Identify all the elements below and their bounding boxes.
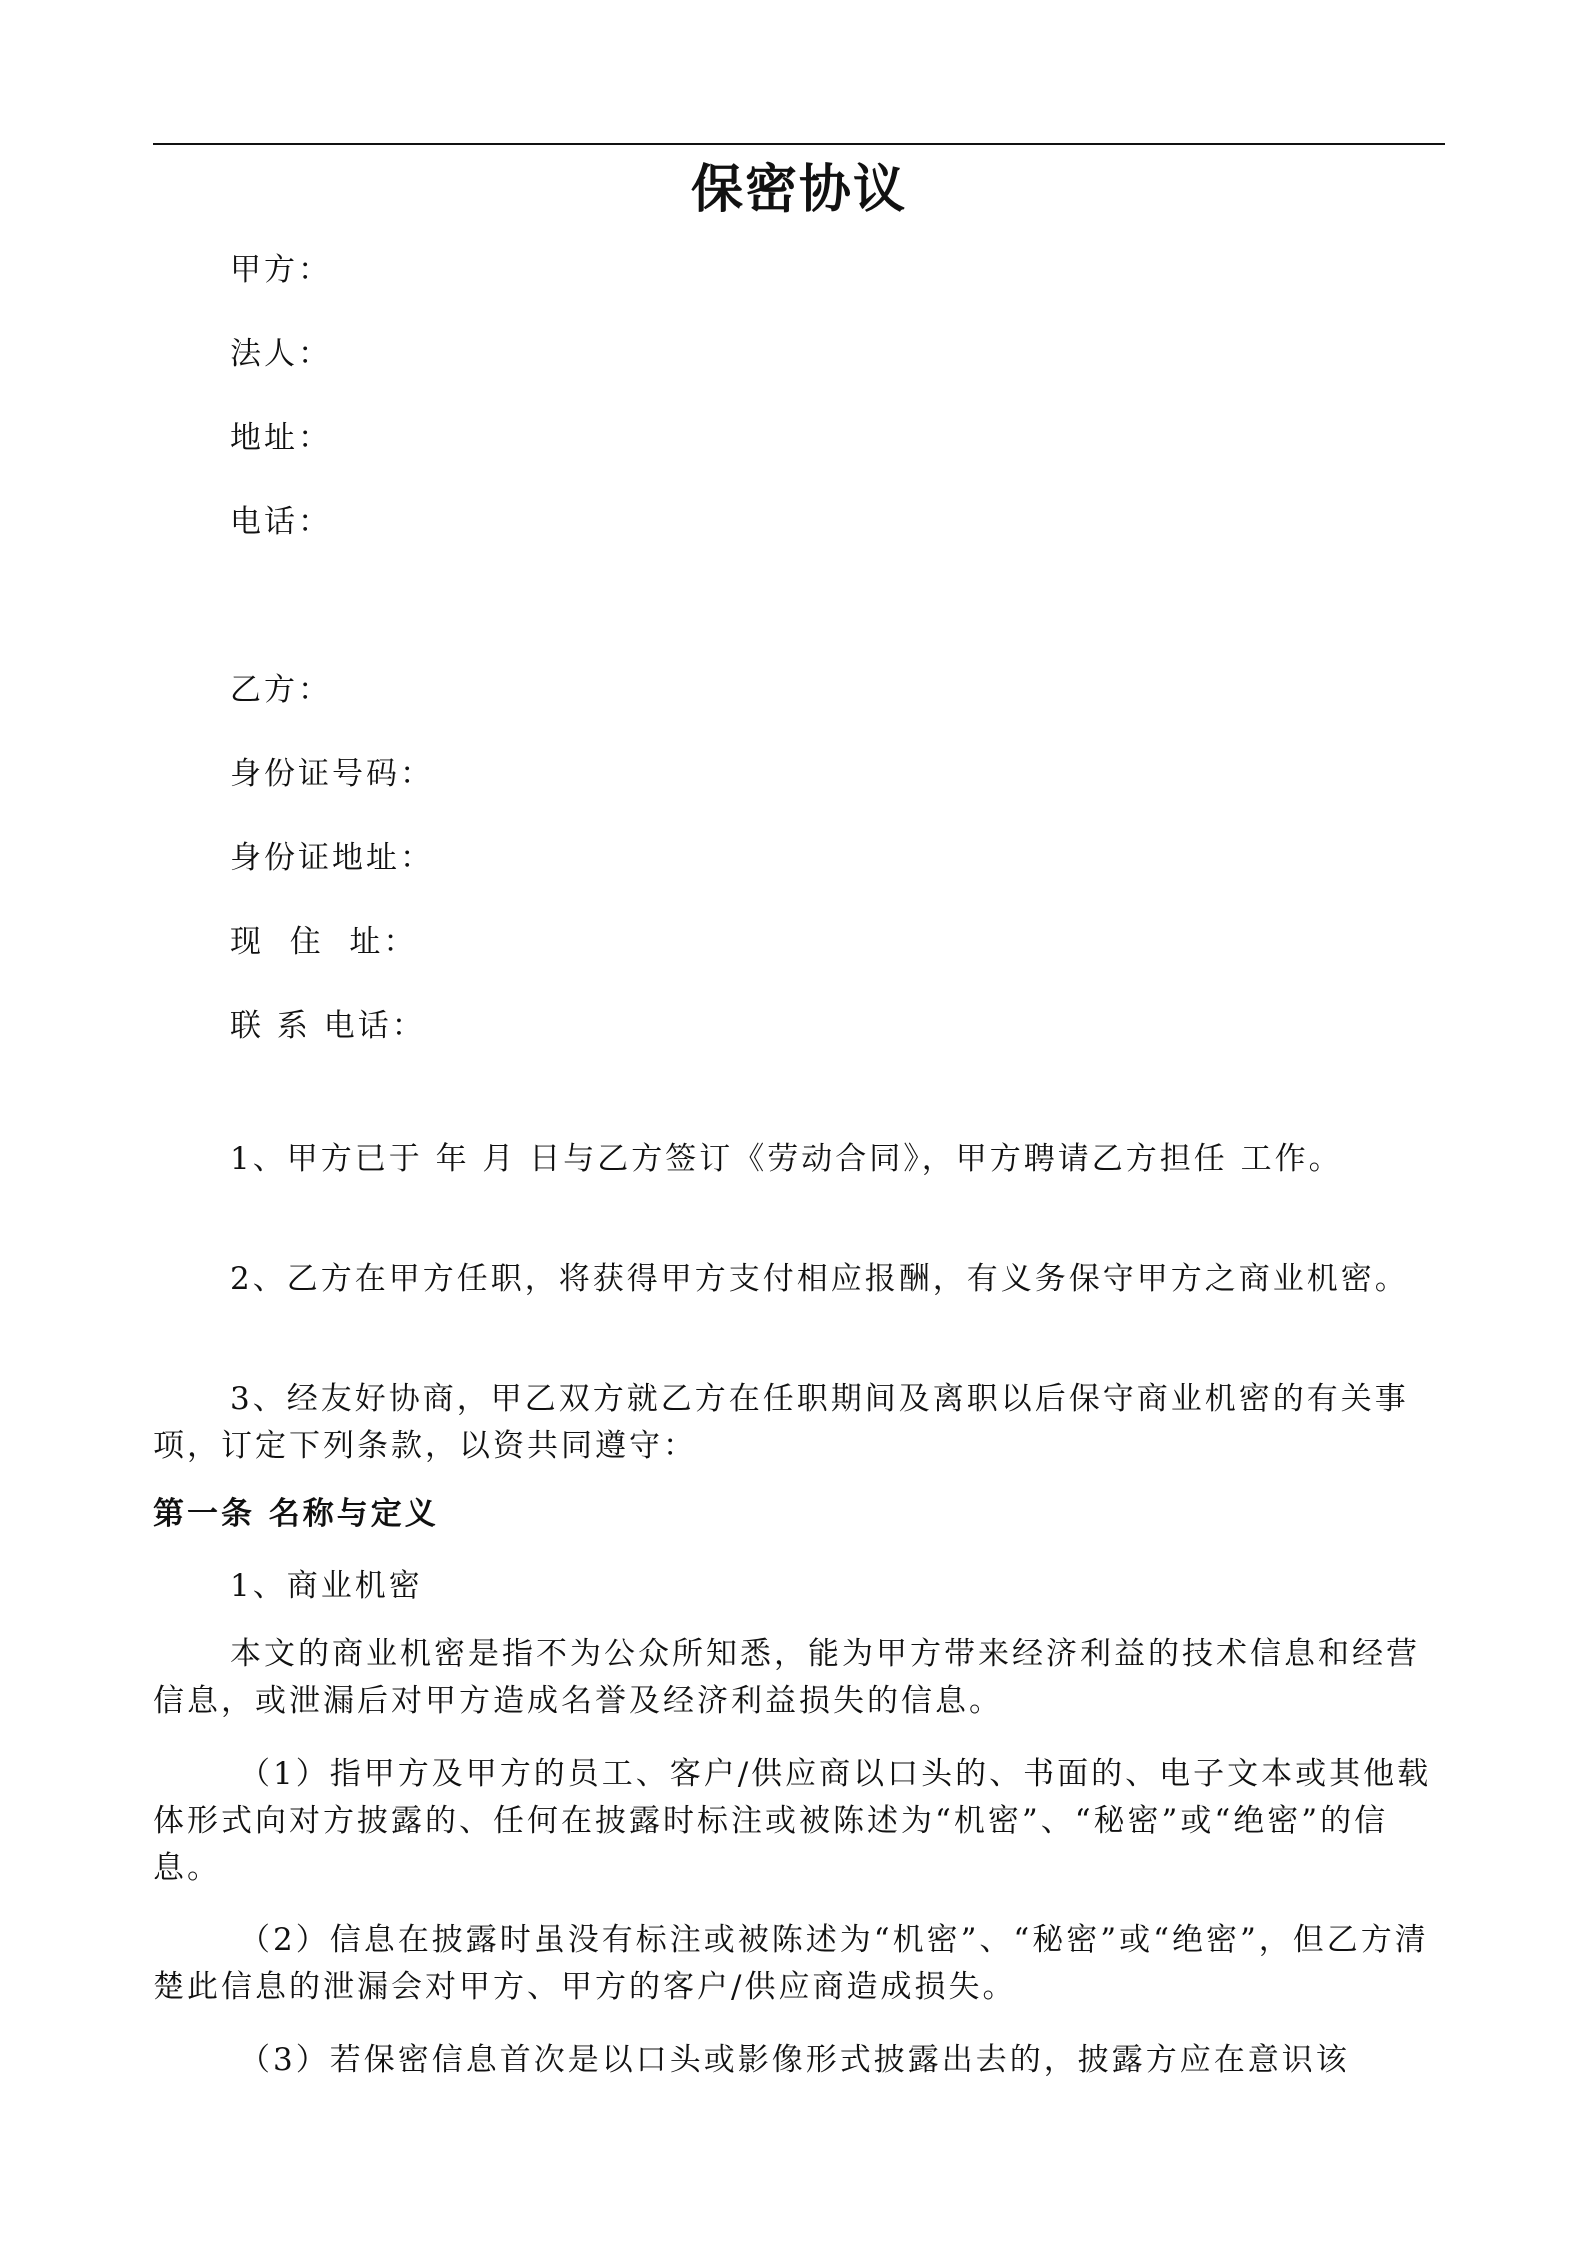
definition-item-2: （2）信息在披露时虽没有标注或被陈述为“机密”、“秘密”或“绝密”，但乙方清楚此信息的泄漏会对甲方、甲方的客户/供应商造成损失。: [153, 1922, 1429, 2005]
party-a-label: 甲方：: [230, 252, 332, 288]
document-title: 保密协议: [690, 160, 907, 220]
definition-item-1: （1）指甲方及甲方的员工、客户/供应商以口头的、书面的、电子文本或其他载体形式向对方披露的、任何在披露时标注或被陈述为“机密”、“秘密”或“绝密”的信息。: [153, 1756, 1432, 1886]
clause-title: 1、商业机密: [230, 1568, 423, 1604]
preamble-paragraph-1: 1、甲方已于 年 月 日与乙方签订《劳动合同》，甲方聘请乙方担任 工作。: [230, 1141, 1343, 1177]
definition-item-3: （3）若保密信息首次是以口头或影像形式披露出去的，披露方应在意识该: [239, 2042, 1350, 2078]
party-b-label: 乙方：: [230, 672, 332, 708]
party-a-address-label: 地址：: [230, 420, 332, 456]
preamble-paragraph-3: 3、经友好协商，甲乙双方就乙方在任职期间及离职以后保守商业机密的有关事项，订定下列条款，以资共同遵守：: [153, 1381, 1409, 1464]
header-rule: [153, 143, 1445, 145]
id-address-label: 身份证地址：: [230, 840, 434, 876]
current-address-label: 现 住 址：: [230, 924, 418, 960]
id-number-label: 身份证号码：: [230, 756, 434, 792]
definition-paragraph: 本文的商业机密是指不为公众所知悉，能为甲方带来经济利益的技术信息和经营信息，或泄漏后对甲方造成名誉及经济利益损失的信息。: [153, 1636, 1420, 1719]
article-heading: 第一条 名称与定义: [153, 1496, 439, 1532]
legal-rep-label: 法人：: [230, 336, 332, 372]
party-a-phone-label: 电话：: [230, 504, 332, 540]
contact-phone-label: 联 系 电话：: [230, 1008, 426, 1044]
preamble-paragraph-2: 2、乙方在甲方任职，将获得甲方支付相应报酬，有义务保守甲方之商业机密。: [230, 1261, 1409, 1297]
